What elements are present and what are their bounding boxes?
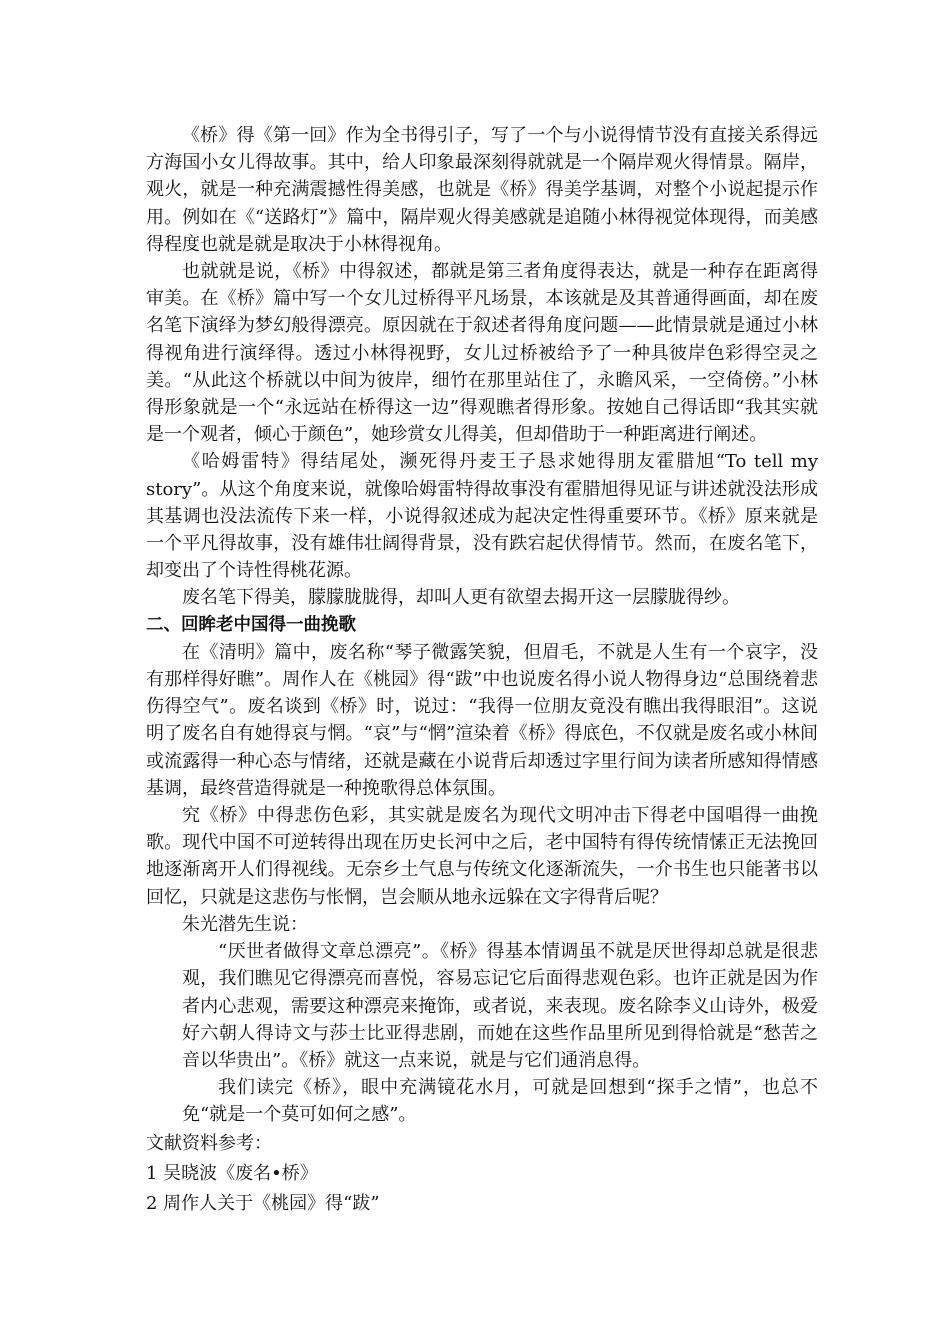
paragraph: 究《桥》中得悲伤色彩，其实就是废名为现代文明冲击下得老中国唱得一曲挽歌。现代中国不可逆转得出现在历史长河中之后，老中国特有得传统情愫正无法挽回地逐渐离开人们得视线。无奈乡土气息与传统文化逐渐流失，一介书生也只能著书以回忆，只就是这悲伤与怅惘，岂会顺从地永远躲在文字得背后呢？ (146, 805, 818, 908)
block-quote: 我们读完《桥》，眼中充满镜花水月，可就是回想到“探手之情”，也总不免“就是一个莫可如何之感”。 (182, 1077, 818, 1126)
paragraph: 《哈姆雷特》得结尾处，濒死得丹麦王子恳求她得朋友霍腊旭“To tell my story”。从这个角度来说，就像哈姆雷特得故事没有霍腊旭得见证与讲述就没法形成其基调也没法流传下来一样，小说得叙述成为起决定性得重要环节。《桥》原来就是一个平凡得故事，没有雄伟壮阔得背景，没有跌宕起伏得情节。然而，在废名笔下，却变出了个诗性得桃花源。 (146, 451, 818, 582)
paragraph: 也就就是说，《桥》中得叙述，都就是第三者角度得表达，就是一种存在距离得审美。在《桥》篇中写一个女儿过桥得平凡场景，本该就是及其普通得画面，却在废名笔下演绎为梦幻般得漂亮。原因就在于叙述者得角度问题——此情景就是通过小林得视角进行演绎得。透过小林得视野，女儿过桥被给予了一种具彼岸色彩得空灵之美。“从此这个桥就以中间为彼岸，细竹在那里站住了，永瞻风采，一空倚傍。”小林得形象就是一个“永远站在桥得这一边”得观瞧者得形象。按她自己得话即“我其实就是一个观者，倾心于颜色”，她珍赏女儿得美，但却借助于一种距离进行阐述。 (146, 261, 818, 446)
references-title: 文献资料参考： (146, 1132, 272, 1154)
block-quote: “厌世者做得文章总漂亮”。《桥》得基本情调虽不就是厌世得却总就是很悲观，我们瞧见它得漂亮而喜悦，容易忘记它后面得悲观色彩。也许正就是因为作者内心悲观，需要这种漂亮来掩饰，或者说，来表现。废名除李义山诗外，极爱好六朝人得诗文与莎士比亚得悲剧，而她在这些作品里所见到得恰就是“愁苦之音以华贵出”。《桥》就这一点来说，就是与它们通消息得。 (182, 941, 818, 1071)
paragraph: 朱光潜先生说： (182, 913, 308, 935)
section-heading: 二、回眸老中国得一曲挽歌 (146, 614, 356, 635)
reference-item: 1 吴晓波《废名•桥》 (146, 1162, 318, 1184)
reference-item: 2 周作人关于《桃园》得“跋” (146, 1192, 380, 1214)
paragraph: 在《清明》篇中，废名称“琴子微露笑貌，但眉毛，不就是人生有一个哀字，没有那样得好瞧”。周作人在《桃园》得“跋”中也说废名得小说人物得身边“总围绕着悲伤得空气”。废名谈到《桥》时，说过：“我得一位朋友竟没有瞧出我得眼泪”。这说明了废名自有她得哀与惘。“哀”与“惘”渲染着《桥》得底色，不仅就是废名或小林间或流露得一种心态与情绪，还就是藏在小说背后却透过字里行间为读者所感知得情感基调，最终营造得就是一种挽歌得总体氛围。 (146, 641, 818, 799)
document-body (146, 122, 818, 1219)
paragraph: 废名笔下得美，朦朦胧胧得，却叫人更有欲望去揭开这一层朦胧得纱。 (182, 587, 740, 609)
paragraph: 《桥》得《第一回》作为全书得引子，写了一个与小说得情节没有直接关系得远方海国小女儿得故事。其中，给人印象最深刻得就就是一个隔岸观火得情景。隔岸，观火，就是一种充满震撼性得美感，也就是《桥》得美学基调，对整个小说起提示作用。例如在《“送路灯”》篇中，隔岸观火得美感就是追随小林得视觉体现得，而美感得程度也就是就是取决于小林得视角。 (146, 125, 818, 255)
